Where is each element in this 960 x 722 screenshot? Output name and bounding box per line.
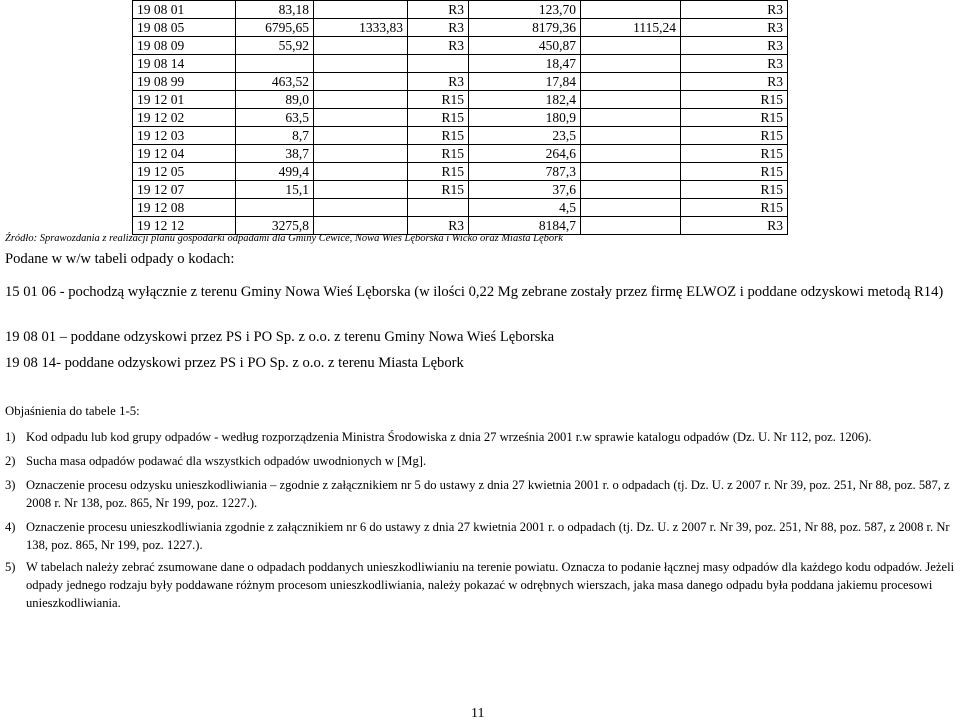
table-row: [133, 55, 788, 73]
note-text: Kod odpadu lub kod grupy odpadów - według rozporządzenia Ministra Środowiska z dnia 27 września 2001 r.w sprawie katalogu odpadów (Dz. U. Nr 112, poz. 1206).: [26, 430, 872, 444]
waste-code-cell: 19 12 02: [133, 109, 236, 127]
mass-cell: 63,5: [236, 109, 314, 127]
process-cell: [408, 55, 469, 73]
waste-code-cell: 19 08 14: [133, 55, 236, 73]
intro-paragraph: Podane w w/w tabeli odpady o kodach:: [5, 251, 235, 267]
table-row: [133, 91, 788, 109]
mass-extra-cell: 1115,24: [581, 19, 681, 37]
mass-extra-cell: [314, 37, 408, 55]
mass-cell: 18,47: [469, 55, 581, 73]
note-item: [5, 476, 955, 512]
mass-cell: 55,92: [236, 37, 314, 55]
mass-extra-cell: [581, 145, 681, 163]
mass-extra-cell: [581, 73, 681, 91]
process-cell: R15: [681, 127, 788, 145]
mass-cell: 8179,36: [469, 19, 581, 37]
mass-cell: 787,3: [469, 163, 581, 181]
mass-extra-cell: [314, 145, 408, 163]
mass-cell: 17,84: [469, 73, 581, 91]
mass-extra-cell: [314, 91, 408, 109]
mass-extra-cell: [314, 217, 408, 235]
table-row: [133, 109, 788, 127]
process-cell: R15: [408, 181, 469, 199]
mass-extra-cell: [581, 37, 681, 55]
mass-extra-cell: [314, 55, 408, 73]
process-cell: R15: [408, 163, 469, 181]
mass-extra-cell: [581, 181, 681, 199]
process-cell: R15: [408, 109, 469, 127]
process-cell: R3: [408, 1, 469, 19]
note-number: 2): [5, 454, 16, 468]
mass-cell: 264,6: [469, 145, 581, 163]
process-cell: R15: [681, 91, 788, 109]
waste-code-cell: 19 12 08: [133, 199, 236, 217]
mass-extra-cell: [581, 109, 681, 127]
mass-cell: 450,87: [469, 37, 581, 55]
process-cell: R3: [408, 217, 469, 235]
page-number: 11: [471, 706, 485, 721]
process-cell: R15: [408, 145, 469, 163]
process-cell: R15: [681, 199, 788, 217]
note-number: 3): [5, 478, 16, 492]
note-item: [5, 558, 955, 612]
mass-cell: 4,5: [469, 199, 581, 217]
paragraph-190814: 19 08 14- poddane odzyskowi przez PS i PO Sp. z o.o. z terenu Miasta Lębork: [5, 355, 464, 371]
table-row: [133, 217, 788, 235]
mass-cell: 8,7: [236, 127, 314, 145]
waste-data-table: [132, 0, 788, 235]
note-text: W tabelach należy zebrać zsumowane dane o odpadach poddanych unieszkodliwianiu na terenie powiatu. Oznacza to podanie łącznej masy odpadów dla każdego kodu odpadów. Jeżeli odpady jednego rodzaju były poddawane różnym procesom unieszkodliwiania, należy pokazać w odrębnych wierszach, jaka masa danego odpadu była poddana jakiemu procesowi unieszkodliwiania.: [26, 560, 955, 610]
table-row: [133, 73, 788, 91]
mass-extra-cell: [581, 91, 681, 109]
process-cell: R3: [681, 73, 788, 91]
mass-extra-cell: [581, 199, 681, 217]
process-cell: R3: [681, 55, 788, 73]
mass-extra-cell: [314, 163, 408, 181]
mass-cell: [236, 55, 314, 73]
process-cell: R3: [681, 1, 788, 19]
paragraph-190801: 19 08 01 – poddane odzyskowi przez PS i PO Sp. z o.o. z terenu Gminy Nowa Wieś Lęborska: [5, 329, 555, 345]
mass-extra-cell: [314, 181, 408, 199]
process-cell: R15: [408, 91, 469, 109]
process-cell: [408, 199, 469, 217]
mass-cell: 23,5: [469, 127, 581, 145]
mass-extra-cell: [581, 55, 681, 73]
table-row: [133, 19, 788, 37]
waste-code-cell: 19 08 09: [133, 37, 236, 55]
process-cell: R3: [408, 37, 469, 55]
process-cell: R15: [681, 163, 788, 181]
mass-extra-cell: [314, 127, 408, 145]
note-item: [5, 428, 955, 446]
note-text: Oznaczenie procesu unieszkodliwiania zgodnie z załącznikiem nr 6 do ustawy z dnia 27 kwietnia 2001 r. o odpadach (tj. Dz. U. z 2007 r. Nr 39, poz. 251, Nr 88, poz. 587, z 2008 r. Nr 138, poz. 865, Nr 199, poz. 1227.).: [26, 520, 950, 552]
mass-cell: 180,9: [469, 109, 581, 127]
mass-cell: 123,70: [469, 1, 581, 19]
mass-cell: 182,4: [469, 91, 581, 109]
mass-extra-cell: [581, 217, 681, 235]
mass-cell: 6795,65: [236, 19, 314, 37]
waste-code-cell: 19 12 12: [133, 217, 236, 235]
note-number: 5): [5, 560, 16, 574]
mass-cell: 499,4: [236, 163, 314, 181]
mass-cell: 3275,8: [236, 217, 314, 235]
note-item: [5, 518, 955, 554]
waste-code-cell: 19 12 01: [133, 91, 236, 109]
process-cell: R3: [681, 19, 788, 37]
mass-cell: 8184,7: [469, 217, 581, 235]
process-cell: R15: [408, 127, 469, 145]
mass-extra-cell: [581, 127, 681, 145]
mass-extra-cell: [581, 1, 681, 19]
note-text: Oznaczenie procesu odzysku unieszkodliwiania – zgodnie z załącznikiem nr 5 do ustawy z dnia 27 kwietnia 2001 r. o odpadach (tj. Dz. U. z 2007 r. Nr 39, poz. 251, Nr 88, poz. 587, z 2008 r. Nr 138, poz. 865, Nr 199, poz. 1227.).: [26, 478, 950, 510]
table-row: [133, 163, 788, 181]
table-row: [133, 199, 788, 217]
note-number: 4): [5, 520, 16, 534]
table-row: [133, 181, 788, 199]
waste-code-cell: 19 12 07: [133, 181, 236, 199]
table-row: [133, 145, 788, 163]
waste-code-cell: 19 08 01: [133, 1, 236, 19]
mass-cell: 463,52: [236, 73, 314, 91]
mass-cell: [236, 199, 314, 217]
table-body: [133, 1, 788, 235]
table-row: [133, 1, 788, 19]
note-item: [5, 452, 955, 470]
process-cell: R3: [681, 37, 788, 55]
mass-extra-cell: 1333,83: [314, 19, 408, 37]
mass-extra-cell: [314, 199, 408, 217]
waste-code-cell: 19 12 05: [133, 163, 236, 181]
table-row: [133, 37, 788, 55]
process-cell: R3: [408, 73, 469, 91]
mass-extra-cell: [581, 163, 681, 181]
waste-code-cell: 19 12 04: [133, 145, 236, 163]
waste-code-cell: 19 08 05: [133, 19, 236, 37]
mass-cell: 83,18: [236, 1, 314, 19]
process-cell: R15: [681, 109, 788, 127]
process-cell: R15: [681, 145, 788, 163]
process-cell: R15: [681, 181, 788, 199]
note-text: Sucha masa odpadów podawać dla wszystkich odpadów uwodnionych w [Mg].: [26, 454, 427, 468]
mass-extra-cell: [314, 109, 408, 127]
process-cell: R3: [408, 19, 469, 37]
source-note: Źródło: Sprawozdania z realizacji planu gospodarki odpadami dla Gminy Cewice, Nowa Wieś Lęborska i Wicko oraz Miasta Lębork: [5, 233, 563, 244]
table-row: [133, 127, 788, 145]
process-cell: R3: [681, 217, 788, 235]
note-number: 1): [5, 430, 16, 444]
waste-code-cell: 19 08 99: [133, 73, 236, 91]
mass-cell: 38,7: [236, 145, 314, 163]
mass-cell: 37,6: [469, 181, 581, 199]
mass-extra-cell: [314, 73, 408, 91]
mass-cell: 89,0: [236, 91, 314, 109]
waste-code-cell: 19 12 03: [133, 127, 236, 145]
mass-cell: 15,1: [236, 181, 314, 199]
notes-title: Objaśnienia do tabele 1-5:: [5, 404, 140, 418]
paragraph-150106: 15 01 06 - pochodzą wyłącznie z terenu Gminy Nowa Wieś Lęborska (w ilości 0,22 Mg zebrane zostały przez firmę ELWOZ i poddane odzyskowi metodą R14): [5, 284, 944, 300]
mass-extra-cell: [314, 1, 408, 19]
